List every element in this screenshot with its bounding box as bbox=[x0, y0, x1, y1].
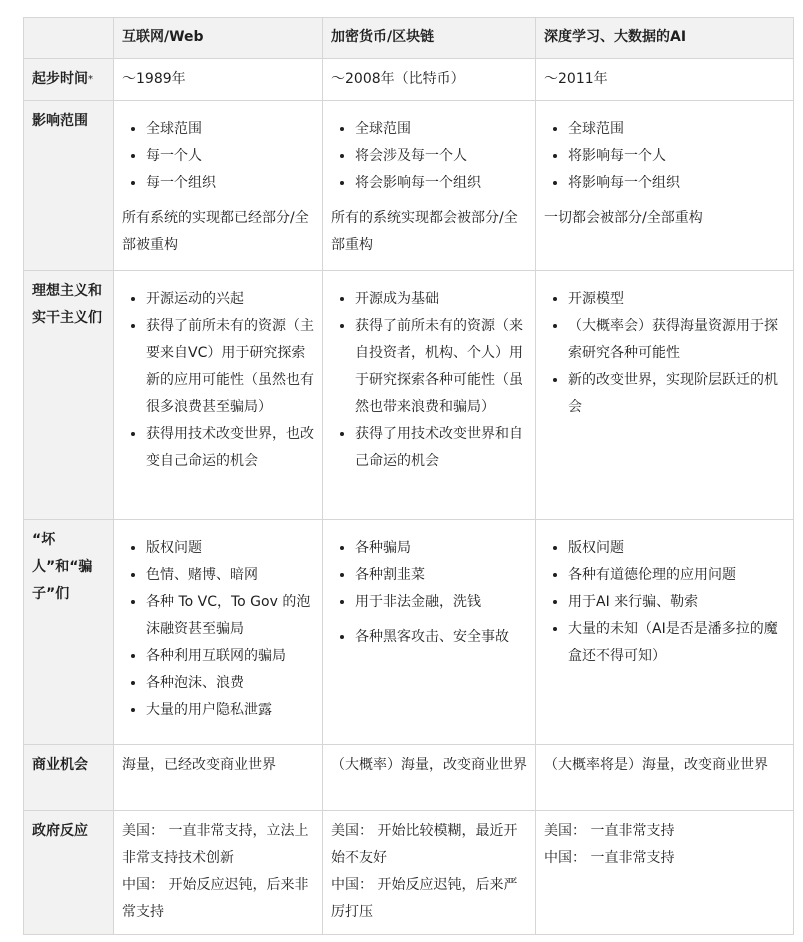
list-item: • 获得了用技术改变世界和自己命运的机会 bbox=[355, 421, 527, 475]
idealists-ai bbox=[536, 271, 794, 520]
gov-line-cn: 中国： 一直非常支持 bbox=[544, 850, 675, 866]
row-label-government: 政府反应 bbox=[24, 811, 114, 935]
list-item: • 全球范围 bbox=[568, 116, 785, 143]
row-label-idealists: 理想主义和实干主义们 bbox=[24, 271, 114, 520]
bullet-list bbox=[544, 286, 785, 421]
table-row bbox=[24, 811, 794, 935]
list-item: • 开源成为基础 bbox=[355, 286, 527, 313]
list-item: • 将会影响每一个组织 bbox=[355, 170, 527, 197]
list-item: • 将影响每一个人 bbox=[568, 143, 785, 170]
list-item: • 各种利用互联网的骗局 bbox=[146, 643, 314, 670]
gov-line-us: 美国： 开始比较模糊，最近开始不友好 bbox=[331, 823, 518, 866]
row-label-bad-actors: “坏人”和“骗子”们 bbox=[24, 520, 114, 745]
list-item: • 大量的未知（AI是否是潘多拉的魔盒还不得可知） bbox=[568, 616, 785, 670]
list-item: • 开源运动的兴起 bbox=[146, 286, 314, 313]
bad-internet bbox=[114, 520, 323, 745]
government-internet bbox=[114, 811, 323, 935]
list-item: • （大概率会）获得海量资源用于探索研究各种可能性 bbox=[568, 313, 785, 367]
scope-crypto bbox=[323, 101, 536, 271]
list-item: • 用于非法金融，洗钱 bbox=[355, 589, 527, 616]
list-item: • 开源模型 bbox=[568, 286, 785, 313]
cell-note: 一切都会被部分/全部重构 bbox=[544, 210, 703, 226]
bullet-list bbox=[331, 286, 527, 475]
list-item: • 全球范围 bbox=[355, 116, 527, 143]
start-crypto: ～2008年（比特币） bbox=[323, 59, 536, 101]
cell-note: 所有系统的实现都已经部分/全部被重构 bbox=[122, 210, 309, 253]
list-item: • 每一个人 bbox=[146, 143, 314, 170]
gov-line-us: 美国： 一直非常支持，立法上非常支持技术创新 bbox=[122, 823, 309, 866]
business-ai: （大概率将是）海量，改变商业世界 bbox=[536, 745, 794, 811]
list-item: • 版权问题 bbox=[568, 535, 785, 562]
row-label-scope: 影响范围 bbox=[24, 101, 114, 271]
bullet-list bbox=[331, 116, 527, 197]
comparison-table bbox=[23, 17, 794, 935]
bullet-list bbox=[544, 535, 785, 670]
government-crypto bbox=[323, 811, 536, 935]
header-row bbox=[24, 18, 794, 59]
table-row bbox=[24, 520, 794, 745]
list-item: • 将影响每一个组织 bbox=[568, 170, 785, 197]
idealists-crypto bbox=[323, 271, 536, 520]
bullet-list bbox=[122, 535, 314, 724]
gov-line-us: 美国： 一直非常支持 bbox=[544, 823, 675, 839]
scope-internet bbox=[114, 101, 323, 271]
table-row bbox=[24, 59, 794, 101]
gov-line-cn: 中国： 开始反应迟钝，后来严厉打压 bbox=[331, 877, 518, 920]
bad-crypto bbox=[323, 520, 536, 745]
scope-ai bbox=[536, 101, 794, 271]
government-ai bbox=[536, 811, 794, 935]
table-row bbox=[24, 271, 794, 520]
list-item: • 大量的用户隐私泄露 bbox=[146, 697, 314, 724]
business-internet: 海量，已经改变商业世界 bbox=[114, 745, 323, 811]
bullet-list bbox=[331, 535, 527, 651]
cell-note: 所有的系统实现都会被部分/全部重构 bbox=[331, 210, 518, 253]
table-row bbox=[24, 745, 794, 811]
list-item: • 每一个组织 bbox=[146, 170, 314, 197]
list-item: • 新的改变世界，实现阶层跃迁的机会 bbox=[568, 367, 785, 421]
list-item: • 各种 To VC，To Gov 的泡沫融资甚至骗局 bbox=[146, 589, 314, 643]
list-item: • 全球范围 bbox=[146, 116, 314, 143]
list-item: • 各种割韭菜 bbox=[355, 562, 527, 589]
table-row bbox=[24, 101, 794, 271]
list-item: • 版权问题 bbox=[146, 535, 314, 562]
business-crypto: （大概率）海量，改变商业世界 bbox=[323, 745, 536, 811]
header-corner bbox=[24, 18, 114, 59]
start-ai: ～2011年 bbox=[536, 59, 794, 101]
header-ai: 深度学习、大数据的AI bbox=[536, 18, 794, 59]
footnote-mark: * bbox=[88, 74, 93, 85]
list-item: • 获得用技术改变世界，也改变自己命运的机会 bbox=[146, 421, 314, 475]
list-item: • 色情、赌博、暗网 bbox=[146, 562, 314, 589]
idealists-internet bbox=[114, 271, 323, 520]
header-crypto: 加密货币/区块链 bbox=[323, 18, 536, 59]
list-item: • 获得了前所未有的资源（来自投资者，机构、个人）用于研究探索各种可能性（虽然也带来浪费和骗局） bbox=[355, 313, 527, 421]
list-item: • 用于AI 来行骗、勒索 bbox=[568, 589, 785, 616]
gov-line-cn: 中国： 开始反应迟钝，后来非常支持 bbox=[122, 877, 309, 920]
bad-ai bbox=[536, 520, 794, 745]
list-item: • 各种有道德伦理的应用问题 bbox=[568, 562, 785, 589]
row-label-text: 起步时间 bbox=[32, 71, 88, 87]
start-internet: ～1989年 bbox=[114, 59, 323, 101]
bullet-list bbox=[122, 286, 314, 475]
bullet-list bbox=[544, 116, 785, 197]
row-label-start bbox=[24, 59, 114, 101]
row-label-business: 商业机会 bbox=[24, 745, 114, 811]
list-item: • 各种骗局 bbox=[355, 535, 527, 562]
list-item: • 将会涉及每一个人 bbox=[355, 143, 527, 170]
bullet-list bbox=[122, 116, 314, 197]
list-item: • 各种黑客攻击、安全事故 bbox=[355, 624, 527, 651]
list-item: • 获得了前所未有的资源（主要来自VC）用于研究探索新的应用可能性（虽然也有很多浪费甚至骗局） bbox=[146, 313, 314, 421]
header-internet: 互联网/Web bbox=[114, 18, 323, 59]
list-item: • 各种泡沫、浪费 bbox=[146, 670, 314, 697]
